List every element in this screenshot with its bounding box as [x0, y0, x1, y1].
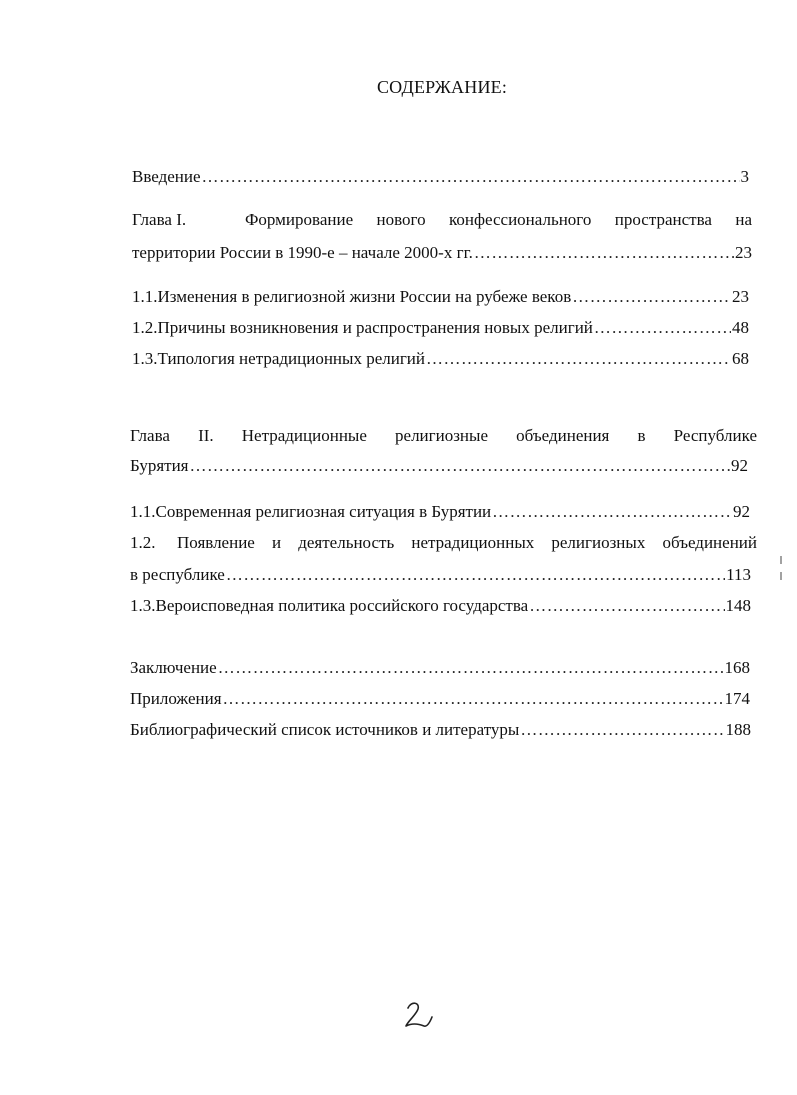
- chapter-2-heading-line1[interactable]: Глава II. Нетрадиционные религиозные объединения в Республике: [130, 426, 757, 445]
- toc-entry-page: 168: [724, 658, 750, 677]
- leader-dots: [426, 349, 731, 369]
- toc-entry-page: 92: [731, 456, 748, 475]
- toc-entry-page: 23: [735, 243, 752, 262]
- toc-entry-label: Вероисповедная политика российского государства: [155, 596, 529, 615]
- leader-dots: [594, 318, 731, 338]
- leader-dots: [226, 565, 725, 585]
- toc-entry-page: 148: [725, 596, 751, 615]
- chapter-label: Глава I.: [132, 210, 187, 229]
- toc-section-1-2[interactable]: [132, 318, 749, 338]
- chapter-2-heading-line2[interactable]: [130, 456, 748, 476]
- toc-entry-page: 68: [732, 349, 749, 368]
- leader-dots: [572, 287, 731, 307]
- chapter-title: Формирование нового конфессионального пространства на: [245, 210, 752, 229]
- toc-entry-page: 92: [733, 502, 750, 521]
- leader-dots: [492, 502, 732, 522]
- toc-section-1-1[interactable]: [132, 287, 749, 307]
- section-number: 1.2.: [132, 318, 158, 337]
- toc-entry-page: 3: [740, 167, 749, 186]
- scan-mark-icon: [778, 556, 784, 582]
- toc-entry-page: 188: [725, 720, 751, 739]
- toc-entry-label: Введение: [132, 167, 201, 186]
- page-title: СОДЕРЖАНИЕ:: [376, 77, 508, 97]
- section-number: 1.3.: [130, 596, 156, 615]
- toc-entry-bibliography[interactable]: [130, 720, 751, 740]
- toc-entry-label: Появление и деятельность нетрадиционных религиозных объединений: [177, 533, 757, 552]
- leader-dots: [529, 596, 724, 616]
- toc-entry-intro[interactable]: [132, 167, 749, 187]
- toc-section-2-2-line1[interactable]: [130, 533, 757, 553]
- section-number: 1.2.: [130, 533, 156, 552]
- toc-section-2-1[interactable]: [130, 502, 750, 522]
- toc-entry-label: Типология нетрадиционных религий: [157, 349, 425, 368]
- toc-section-2-2-line2[interactable]: [130, 565, 751, 585]
- leader-dots: [218, 658, 724, 678]
- leader-dots: [223, 689, 724, 709]
- leader-dots: [202, 167, 740, 187]
- toc-entry-label: Современная религиозная ситуация в Бурятии: [155, 502, 492, 521]
- leader-dots: [190, 456, 730, 476]
- toc-entry-page: 174: [724, 689, 750, 708]
- toc-entry-label: Причины возникновения и распространения новых религий: [157, 318, 593, 337]
- section-number: 1.1.: [130, 502, 156, 521]
- leader-dots: [474, 243, 734, 263]
- toc-entry-page: 48: [732, 318, 749, 337]
- toc-section-2-3[interactable]: [130, 596, 751, 616]
- handwritten-page-number: [402, 1000, 434, 1030]
- toc-entry-conclusion[interactable]: [130, 658, 750, 678]
- toc-entry-label: Библиографический список источников и литературы: [130, 720, 520, 739]
- leader-dots: [520, 720, 724, 740]
- chapter-1-heading-line1[interactable]: [132, 210, 752, 230]
- toc-entry-page: 23: [732, 287, 749, 306]
- toc-section-1-3[interactable]: [132, 349, 749, 369]
- toc-entry-label: Заключение: [130, 658, 217, 677]
- toc-entry-label: территории России в 1990-е – начале 2000-х гг.: [132, 243, 473, 262]
- toc-entry-page: 113: [726, 565, 751, 584]
- toc-entry-label: Изменения в религиозной жизни России на рубеже веков: [157, 287, 572, 306]
- toc-entry-label: в республике: [130, 565, 225, 584]
- section-number: 1.3.: [132, 349, 158, 368]
- section-number: 1.1.: [132, 287, 158, 306]
- toc-entry-label: Бурятия: [130, 456, 189, 475]
- chapter-1-heading-line2[interactable]: [132, 243, 752, 263]
- toc-entry-appendix[interactable]: [130, 689, 750, 709]
- toc-entry-label: Приложения: [130, 689, 222, 708]
